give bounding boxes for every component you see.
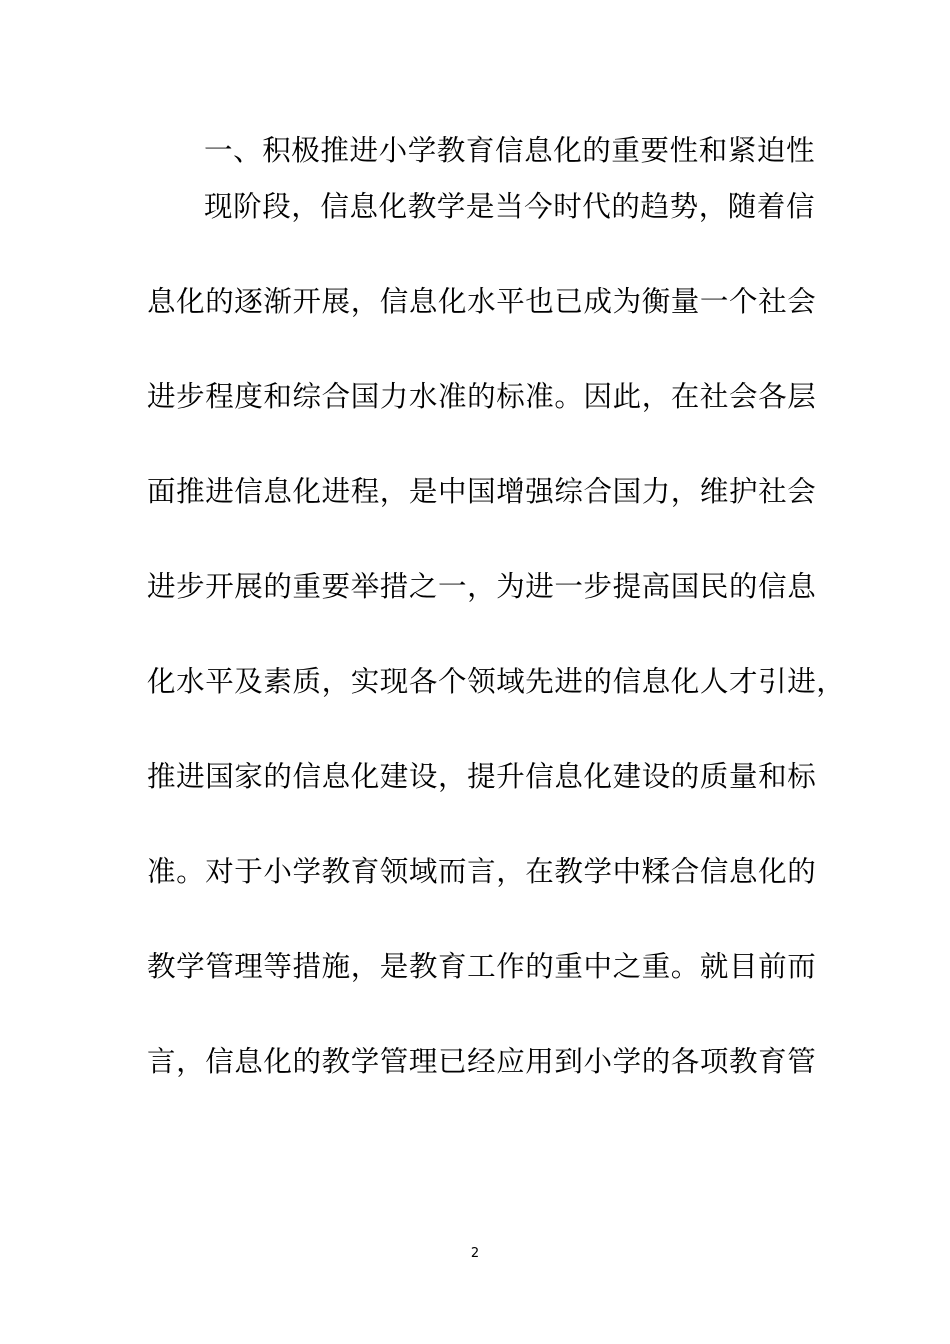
paragraph-line-3: 进步程度和综合国力水准的标准。因此，在社会各层 xyxy=(147,380,817,413)
paragraph-line-7: 推进国家的信息化建设，提升信息化建设的质量和标 xyxy=(147,760,817,793)
paragraph-line-10: 言，信息化的教学管理已经应用到小学的各项教育管 xyxy=(147,1045,817,1078)
section-heading: 一、积极推进小学教育信息化的重要性和紧迫性 xyxy=(204,134,816,167)
paragraph-line-9: 教学管理等措施，是教育工作的重中之重。就目前而 xyxy=(147,950,817,983)
paragraph-line-1: 现阶段，信息化教学是当今时代的趋势，随着信 xyxy=(204,190,816,223)
paragraph-line-2: 息化的逐渐开展，信息化水平也已成为衡量一个社会 xyxy=(147,285,817,318)
paragraph-line-4: 面推进信息化进程，是中国增强综合国力，维护社会 xyxy=(147,475,817,508)
paragraph-line-6: 化水平及素质，实现各个领域先进的信息化人才引进， xyxy=(147,665,846,698)
paragraph-line-5: 进步开展的重要举措之一，为进一步提高国民的信息 xyxy=(147,570,817,603)
paragraph-line-8: 准。对于小学教育领域而言，在教学中糅合信息化的 xyxy=(147,855,817,888)
page-number: 2 xyxy=(470,1246,480,1261)
